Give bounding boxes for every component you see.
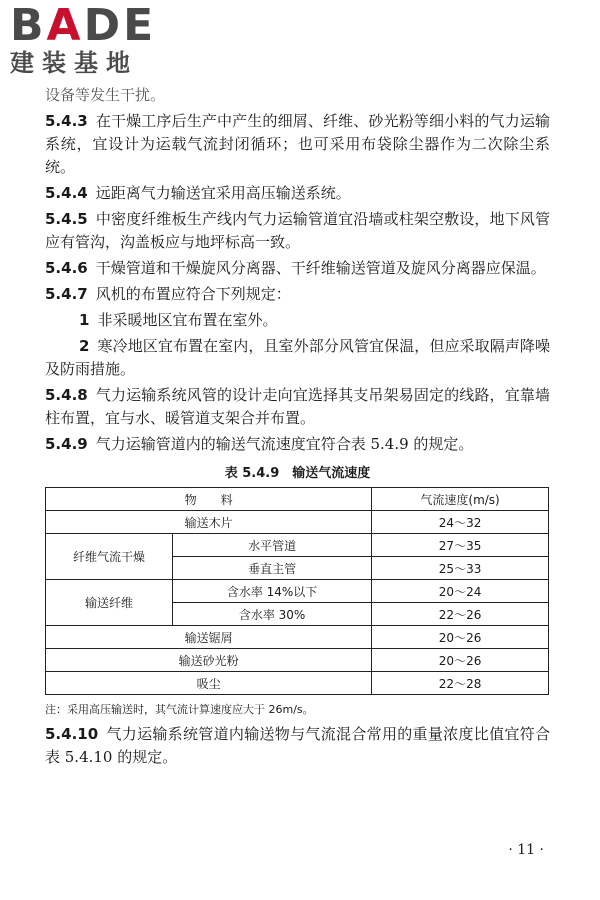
- table-row: 垂直主管 25～33: [46, 557, 549, 580]
- table-row: 纤维气流干燥 水平管道 27～35: [46, 534, 549, 557]
- table-row: 吸尘 22～28: [46, 672, 549, 695]
- clause-5-4-9: 5.4.9 气力运输管道内的输送气流速度宜符合表 5.4.9 的规定。: [45, 435, 474, 453]
- clause-5-4-5: 5.4.5 中密度纤维板生产线内气力运输管道宜沿墙或柱架空敷设，地下风管应有管沟，沟盖板应与地坪标高一致。: [45, 210, 550, 251]
- table-row: 含水率 30% 22～26: [46, 603, 549, 626]
- logo-wordmark: BADE: [10, 0, 157, 51]
- continued-line: 设备等发生干扰。: [45, 86, 166, 104]
- logo-subtitle: 建装基地: [10, 49, 138, 77]
- clause-5-4-10: 5.4.10 气力运输系统管道内输送物与气流混合常用的重量浓度比值宜符合表 5.4.10 的规定。: [45, 725, 550, 766]
- clause-item-2: 2 寒冷地区宜布置在室内，且室外部分风管宜保温，但应采取隔声降噪及防雨措施。: [45, 337, 550, 378]
- table-row: 输送木片 24～32: [46, 511, 549, 534]
- table-caption: 表 5.4.9 输送气流速度: [224, 466, 371, 481]
- clause-5-4-6: 5.4.6 干燥管道和干燥旋风分离器、干纤维输送管道及旋风分离器应保温。: [45, 259, 546, 277]
- table-note: 注：采用高压输送时，其气流计算速度应大于 26m/s。: [45, 703, 314, 716]
- header-material: 物 料: [46, 488, 372, 511]
- clause-5-4-3: 5.4.3 在干燥工序后生产中产生的细屑、纤维、砂光粉等细小料的气力运输系统，宜设计为运载气流封闭循环；也可采用布袋除尘器作为二次除尘系统。: [45, 112, 550, 176]
- page-content: [45, 84, 550, 772]
- clause-item-1: 1 非采暖地区宜布置在室外。: [79, 311, 278, 329]
- clause-5-4-7: 5.4.7 风机的布置应符合下列规定：: [45, 285, 291, 303]
- table-row: 输送纤维 含水率 14%以下 20～24: [46, 580, 549, 603]
- logo: [10, 0, 185, 86]
- clause-5-4-4: 5.4.4 远距离气力输送宜采用高压输送系统。: [45, 184, 351, 202]
- clause-5-4-8: 5.4.8 气力运输系统风管的设计走向宜选择其支吊架易固定的线路，宜靠墙柱布置，宜与水、暖管道支架合并布置。: [45, 386, 550, 427]
- speed-table: [45, 487, 549, 695]
- table-row: 输送锯屑 20～26: [46, 626, 549, 649]
- table-row: 输送砂光粉 20～26: [46, 649, 549, 672]
- table-header-row: [46, 488, 549, 511]
- header-speed: 气流速度(m/s): [372, 488, 549, 511]
- page-number: · 11 ·: [508, 842, 544, 858]
